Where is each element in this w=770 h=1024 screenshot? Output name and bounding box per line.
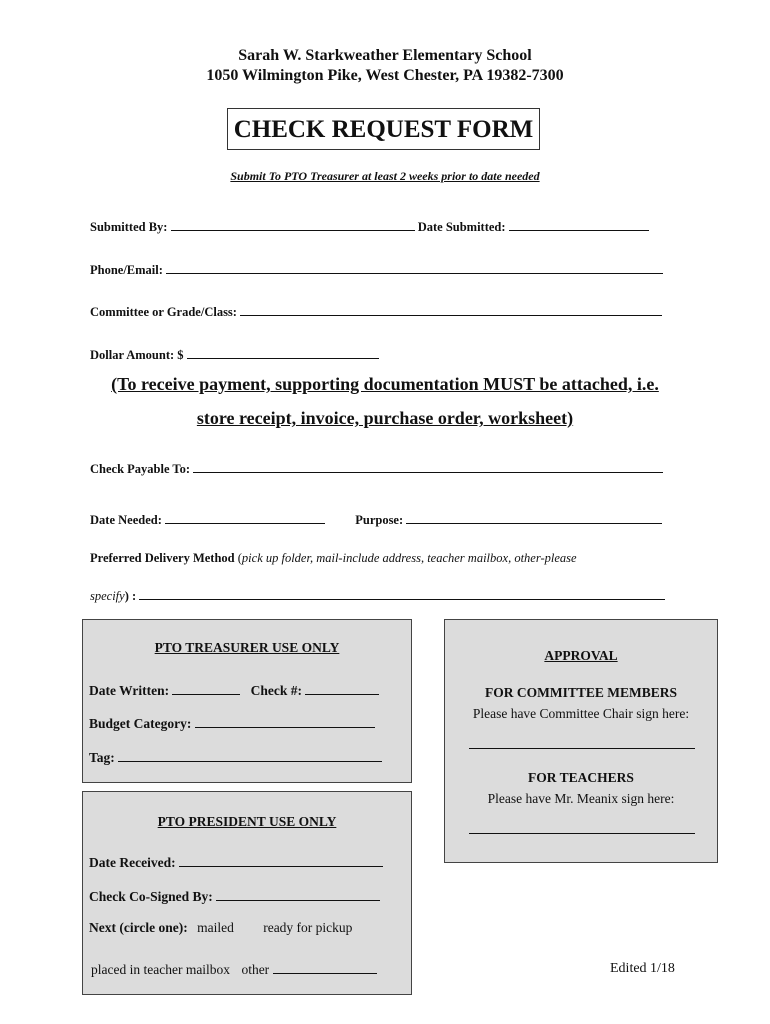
committee-members-heading: FOR COMMITTEE MEMBERS	[484, 685, 677, 700]
treasurer-box	[82, 619, 412, 783]
submitted-by-row	[90, 216, 649, 235]
approval-box	[444, 619, 718, 863]
check-payable-label: Check Payable To:	[90, 462, 191, 476]
delivery-hint-close: ) :	[124, 589, 137, 603]
school-name: Sarah W. Starkweather Elementary School	[238, 47, 532, 64]
tag-row	[89, 747, 382, 766]
check-payable-row	[90, 458, 663, 477]
option-teacher-mailbox[interactable]: placed in teacher mailbox	[91, 962, 231, 977]
option-ready-for-pickup[interactable]: ready for pickup	[263, 920, 353, 935]
date-written-row	[89, 680, 379, 699]
phone-email-field[interactable]	[166, 259, 663, 274]
other-field[interactable]	[273, 959, 377, 974]
delivery-method-label: Preferred Delivery Method	[90, 551, 235, 565]
budget-category-label: Budget Category:	[89, 716, 192, 731]
delivery-method-row-2	[90, 585, 665, 604]
dollar-amount-row	[90, 344, 379, 363]
date-received-field[interactable]	[179, 852, 383, 867]
submitted-by-label: Submitted By:	[90, 220, 168, 234]
next-step-row	[89, 920, 352, 936]
co-signed-label: Check Co-Signed By:	[89, 889, 213, 904]
documentation-notice-line1: (To receive payment, supporting documentation MUST be attached, i.e.	[111, 374, 659, 394]
delivery-method-row	[90, 551, 577, 566]
delivery-method-hint-cont: specify	[90, 589, 125, 603]
date-needed-field[interactable]	[165, 509, 325, 524]
delivery-hint-open: (	[234, 551, 242, 565]
delivery-method-field[interactable]	[139, 585, 665, 600]
option-mailed[interactable]: mailed	[197, 920, 234, 935]
budget-category-row	[89, 713, 375, 732]
phone-email-label: Phone/Email:	[90, 263, 163, 277]
submitted-by-field[interactable]	[171, 216, 415, 231]
purpose-field[interactable]	[406, 509, 662, 524]
check-payable-field[interactable]	[193, 458, 663, 473]
date-submitted-label: Date Submitted:	[417, 220, 506, 234]
committee-chair-signature-line[interactable]	[469, 748, 695, 749]
purpose-label: Purpose:	[355, 513, 404, 527]
edited-date: Edited 1/18	[610, 961, 675, 976]
committee-row	[90, 301, 662, 320]
date-submitted-field[interactable]	[509, 216, 649, 231]
budget-category-field[interactable]	[195, 713, 375, 728]
delivery-method-hint: pick up folder, mail-include address, teacher mailbox, other-please	[241, 551, 577, 565]
teachers-instructions: Please have Mr. Meanix sign here:	[487, 791, 675, 806]
president-box	[82, 791, 412, 995]
tag-label: Tag:	[89, 750, 115, 765]
date-needed-label: Date Needed:	[90, 513, 162, 527]
school-address: 1050 Wilmington Pike, West Chester, PA 19382-7300	[206, 67, 564, 84]
check-number-field[interactable]	[305, 680, 379, 695]
treasurer-heading: PTO TREASURER USE ONLY	[154, 640, 340, 655]
date-received-label: Date Received:	[89, 855, 176, 870]
next-step-row-2	[91, 959, 377, 978]
dollar-amount-field[interactable]	[187, 344, 379, 359]
co-signed-field[interactable]	[216, 886, 380, 901]
option-other[interactable]: other	[241, 962, 270, 977]
committee-field[interactable]	[240, 301, 662, 316]
president-heading: PTO PRESIDENT USE ONLY	[157, 814, 337, 829]
check-number-label: Check #:	[250, 683, 302, 698]
date-written-label: Date Written:	[89, 683, 170, 698]
phone-email-row	[90, 259, 663, 278]
committee-chair-instructions: Please have Committee Chair sign here:	[472, 706, 690, 721]
documentation-notice-line2: store receipt, invoice, purchase order, worksheet)	[196, 408, 574, 428]
next-step-label: Next (circle one):	[89, 920, 188, 935]
tag-field[interactable]	[118, 747, 382, 762]
teacher-signature-line[interactable]	[469, 833, 695, 834]
approval-heading: APPROVAL	[544, 648, 618, 663]
form-title: CHECK REQUEST FORM	[227, 108, 540, 150]
date-written-field[interactable]	[172, 680, 240, 695]
teachers-heading: FOR TEACHERS	[528, 770, 634, 785]
submit-note: Submit To PTO Treasurer at least 2 weeks prior to date needed	[230, 169, 540, 183]
committee-label: Committee or Grade/Class:	[90, 305, 237, 319]
co-signed-row	[89, 886, 380, 905]
dollar-amount-label: Dollar Amount: $	[90, 348, 184, 362]
date-needed-row	[90, 509, 662, 528]
date-received-row	[89, 852, 383, 871]
